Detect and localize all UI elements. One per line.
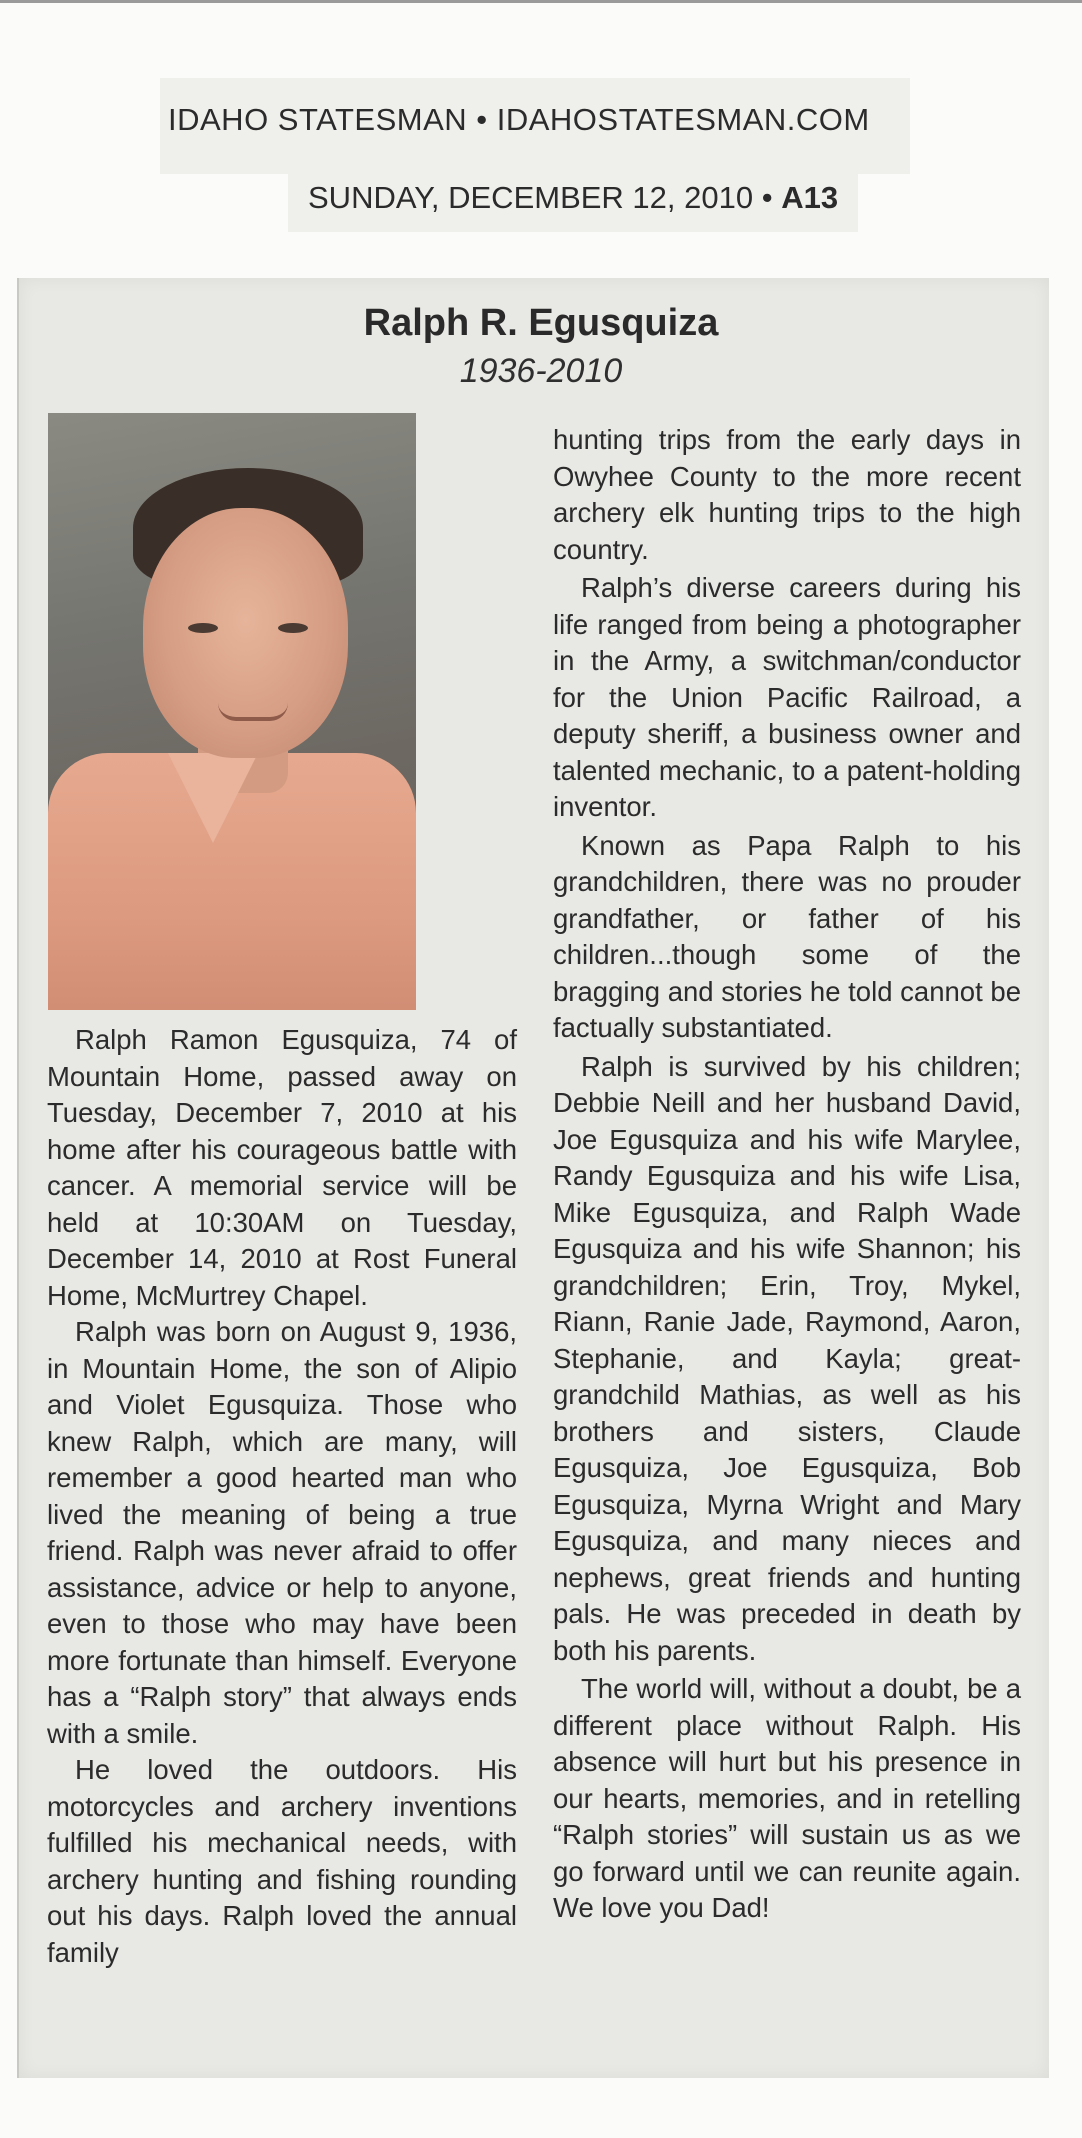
paragraph: Ralph’s diverse careers during his life ranged from being a photographer in the Army, a switchman/conductor for the Union Pacific Railroad, a deputy sheriff, a business owner and talented mechanic, to a patent-holding inventor. — [553, 572, 1021, 822]
paragraph: Known as Papa Ralph to his grandchildren, there was no prouder grandfather, or father of his children...though some of the bragging and stories he told cannot be factually substantiated. — [553, 829, 1021, 1043]
left-eye-shape — [188, 623, 218, 633]
paragraph: Ralph was born on August 9, 1936, in Mountain Home, the son of Alipio and Violet Egusquiza. Those who knew Ralph, which are many, will remember a good hearted man who lived the meaning of being a true friend. Ralph was never afraid to offer assistance, advice or help to anyone, even to those who may have been more fortunate than himself. Everyone has a “Ralph story” that always ends with a smile. — [47, 1316, 517, 1749]
portrait-photo — [48, 413, 416, 1010]
left-column — [47, 1022, 517, 1971]
collar-shape — [168, 753, 258, 843]
right-eye-shape — [278, 623, 308, 633]
obituary-years: 1936-2010 — [459, 352, 623, 390]
obituary-name: Ralph R. Egusquiza — [363, 302, 719, 344]
masthead-title: IDAHO STATESMAN • IDAHOSTATESMAN.COM — [168, 102, 870, 137]
paragraph: Ralph Ramon Egusquiza, 74 of Mountain Home, passed away on Tuesday, December 7, 2010 at his home after his courageous battle with cancer. A memorial service will be held at 10:30AM on Tuesday, December 14, 2010 at Rost Funeral Home, McMurtrey Chapel. — [47, 1024, 517, 1311]
page-number: A13 — [781, 180, 839, 215]
masthead-date-line — [308, 180, 838, 216]
right-column — [553, 420, 1021, 1927]
paragraph: Ralph is survived by his children; Debbie Neill and her husband David, Joe Egusquiza and his wife Marylee, Randy Egusquiza and his wife Lisa, Mike Egusquiza, and Ralph Wade Egusquiza and his wife Shannon; his grandchildren; Erin, Troy, Mykel, Riann, Ranie Jade, Raymond, Aaron, Stephanie, and Kayla; great-grandchild Mathias, as well as his brothers and sisters, Claude Egusquiza, Joe Egusquiza, Bob Egusquiza, Myrna Wright and Mary Egusquiza, and many nieces and nephews, great friends and hunting pals. He was preceded in death by both his parents. — [553, 1050, 1021, 1666]
paragraph: He loved the outdoors. His motorcycles and archery inventions fulfilled his mechanical needs, with archery hunting and fishing rounding out his days. Ralph loved the annual family — [47, 1754, 517, 1968]
top-border — [0, 0, 1082, 3]
edition-date: SUNDAY, DECEMBER 12, 2010 • — [308, 180, 773, 215]
mouth-shape — [218, 703, 288, 721]
paragraph: The world will, without a doubt, be a different place without Ralph. His absence will hurt but his presence in our hearts, memories, and in retelling “Ralph stories” will sustain us as we go forward until we can reunite again. We love you Dad! — [553, 1673, 1021, 1923]
paragraph-continuation: hunting trips from the early days in Owyhee County to the more recent archery elk hunting trips to the high country. — [553, 424, 1021, 565]
